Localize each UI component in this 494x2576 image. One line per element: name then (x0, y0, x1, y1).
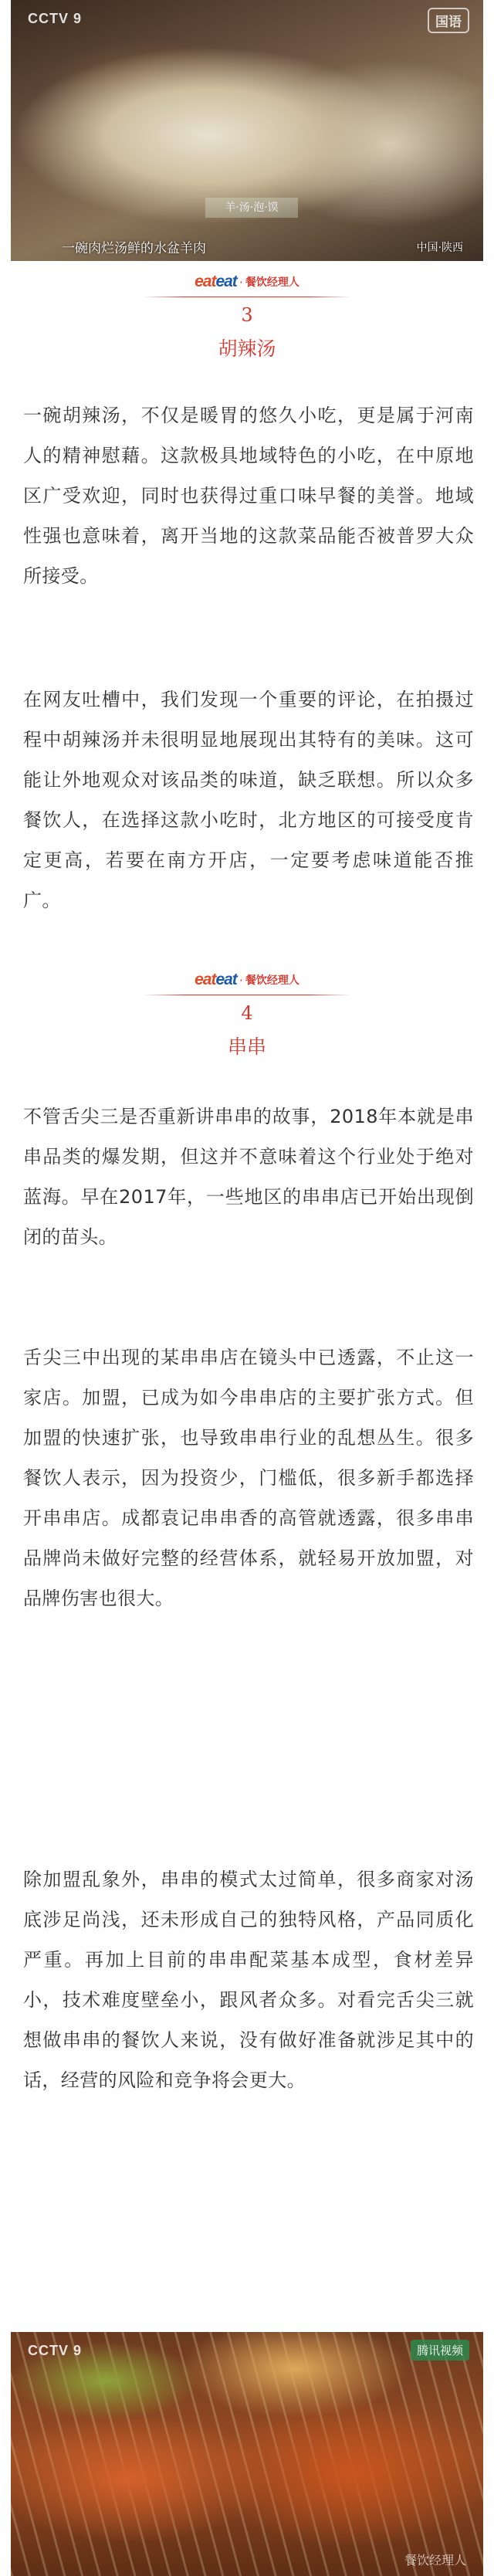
location-badge: 中国·陕西 (416, 242, 463, 254)
section-header-3 (0, 272, 494, 361)
eateat-logo: eat eat · 餐饮经理人 (195, 273, 299, 290)
section-number: 3 (241, 304, 253, 326)
skewers-photo (11, 2332, 483, 2576)
section-header-4 (0, 970, 494, 1059)
paragraph: 一碗胡辣汤，不仅是暖胃的悠久小吃，更是属于河南人的精神慰藉。这款极具地域特色的小吃，在中原地区广受欢迎，同时也获得过重口味早餐的美誉。地域性强也意味着，离开当地的这款菜品能否被普罗大众所接受。 (23, 405, 474, 587)
eateat-logo: eat eat · 餐饮经理人 (195, 971, 299, 988)
brand-watermark: 餐饮经理人 (404, 2553, 466, 2568)
section-title: 胡辣汤 (218, 337, 276, 360)
paragraph: 在网友吐槽中，我们发现一个重要的评论，在拍摄过程中胡辣汤并未很明显地展现出其特有的美味。这可能让外地观众对该品类的味道，缺乏联想。所以众多餐饮人，在选择这款小吃时，北方地区的可接受度肯定更高，若要在南方开店，一定要考虑味道能否推广。 (23, 689, 474, 911)
video-subtitle: 一碗肉烂汤鲜的水盆羊肉 (62, 241, 206, 256)
logo-tagline: 餐饮经理人 (245, 276, 299, 289)
cctv-watermark: CCTV 9 (28, 2343, 83, 2358)
logo-tagline: 餐饮经理人 (245, 974, 299, 987)
spoon-caption: 羊·汤·泡·馍 (205, 198, 298, 218)
section-title: 串串 (227, 1035, 266, 1058)
section-number: 4 (241, 1002, 253, 1024)
paragraph: 不管舌尖三是否重新讲串串的故事，2018年本就是串串品类的爆发期，但这并不意味着这个行业处于绝对蓝海。早在2017年，一些地区的串串店已开始出现倒闭的苗头。 (23, 1106, 474, 1248)
cctv-watermark: CCTV 9 (28, 11, 83, 26)
channel-watermark: 国语 (428, 8, 469, 33)
paragraph: 舌尖三中出现的某串串店在镜头中已透露，不止这一家店。加盟，已成为如今串串店的主要扩张方式。但加盟的快速扩张，也导致串串行业的乱想丛生。很多餐饮人表示，因为投资少，门槛低，很多新手都选择开串串店。成都袁记串串香的高管就透露，很多串串品牌尚未做好完整的经营体系，就轻易开放加盟，对品牌伤害也很大。 (23, 1347, 474, 1609)
paragraph: 除加盟乱象外，串串的模式太过简单，很多商家对汤底涉足尚浅，还未形成自己的独特风格，产品同质化严重。再加上目前的串串配菜基本成型，食材差异小，技术难度壁垒小，跟风者众多。对看完舌尖三就想做串串的餐饮人来说，没有做好准备就涉足其中的话，经营的风险和竞争将会更大。 (23, 1869, 474, 2091)
tencent-video-watermark: 腾讯视频 (411, 2340, 469, 2361)
lamb-soup-photo (11, 0, 483, 261)
